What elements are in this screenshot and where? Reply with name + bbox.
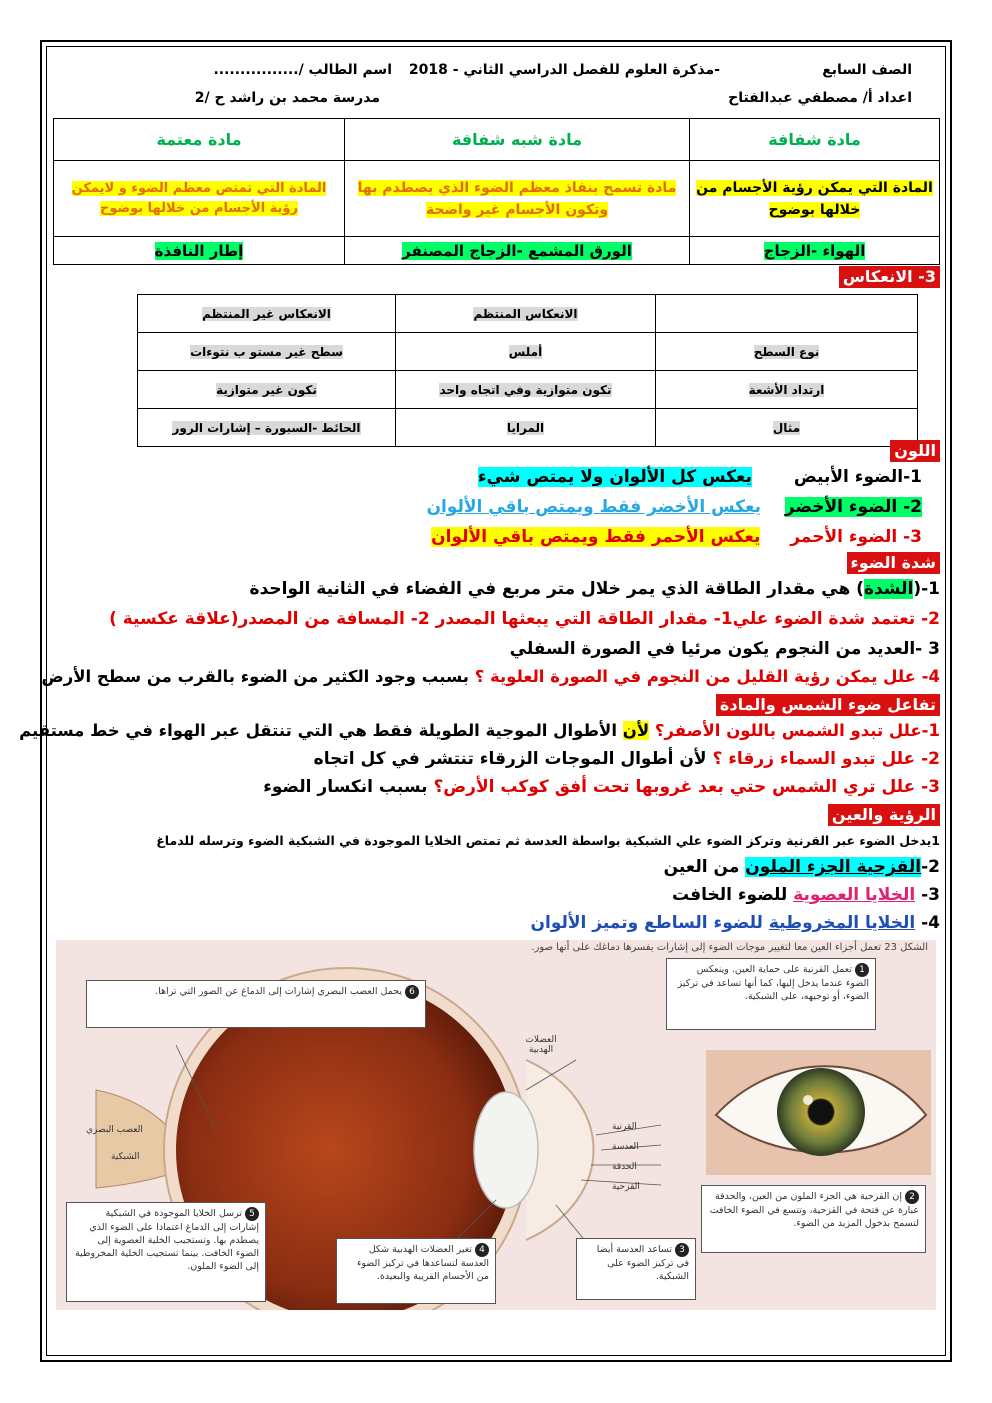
school-label: مدرسة محمد بن راشد ح /2	[194, 90, 380, 106]
eye-diagram	[56, 940, 936, 1310]
vision-line-3	[672, 882, 940, 908]
sun-line-1	[19, 718, 940, 744]
definition-opaque: المادة التي تمتص معظم الضوء و لايمكن رؤية الأجسام من خلالها بوضوح	[71, 180, 327, 216]
cone-cells-term: الخلايا المخروطية	[768, 913, 916, 933]
sun-answer-1: الأطوال الموجية الطويلة فقط هي التي تنتقل عبر الهواء في خط مستقيم	[19, 721, 623, 740]
col-regular: الانعكاس المنتظم	[473, 306, 578, 321]
example-transparent: الهواء -الزجاج	[763, 241, 866, 260]
intensity-line-1-end: ) هي مقدار الطاقة الذي يمر خلال متر مربع في الفضاء في الثانية الواحدة	[249, 579, 864, 599]
label-retina: الشبكية	[111, 1152, 140, 1162]
intensity-question: 4- علل يمكن رؤية القليل من النجوم في الصورة العلوية ؟	[474, 667, 940, 686]
callout-optic-nerve-text: يحمل العصب البصري إشارات إلى الدماغ عن الصور التي تراها.	[155, 986, 402, 997]
materials-table	[53, 118, 940, 265]
rod-cells-term: الخلايا العصوية	[793, 885, 916, 905]
label-cornea: القرنية	[612, 1122, 637, 1132]
callout-ciliary-text: تغير العضلات الهدبية شكل العدسة لتساعدها في تركيز الضوء من الأجسام القريبة والبعيدة.	[356, 1244, 489, 1282]
callout-cornea-text: تعمل القرنية على حماية العين. وينعكس الضوء عندما يدخل إليها، كما أنها تساعد في تركيز الضوء، أو توجيهه، على الشبكية.	[677, 964, 869, 1002]
row-label: مثال	[772, 420, 801, 435]
intensity-line-2: 2- تعتمد شدة الضوء علي1- مقدار الطاقة التي يبعثها المصدر 2- المسافة من المصدر(علاقة عكسية )	[109, 609, 940, 629]
col-irregular: الانعكاس غير المنتظم	[202, 306, 331, 321]
row-label: نوع السطح	[753, 344, 820, 359]
vision-line-4-end: للضوء الساطع وتميز الألوان	[530, 913, 769, 933]
worksheet-page	[19, 52, 940, 1352]
label-optic-nerve: العصب البصري	[86, 1125, 143, 1135]
callout-lens-text: تساعد العدسة أيضا في تركيز الضوء على الشبكية.	[596, 1244, 689, 1282]
green-light-label: 2- الضوء الأخضر	[784, 497, 922, 517]
worksheet-title: -مذكرة العلوم للفصل الدراسي الثاني - 2018	[408, 62, 720, 78]
header-translucent: مادة شبه شفافة	[345, 119, 690, 161]
vision-line-4-num: 4-	[915, 913, 940, 933]
sun-line-3	[263, 774, 940, 800]
example-opaque: إطار النافذة	[154, 241, 244, 260]
example-translucent: الورق المشمع -الزجاج المصنفر	[402, 241, 632, 260]
label-lens: العدسة	[612, 1142, 639, 1152]
callout-optic-nerve: 6يحمل العصب البصري إشارات إلى الدماغ عن الصور التي تراها.	[86, 980, 426, 1028]
intensity-answer: بسبب وجود الكثير من الضوء بالقرب من سطح الأرض	[41, 667, 475, 686]
sun-question-3: 3- علل تري الشمس حتي بعد غروبها تحت أفق كوكب الأرض؟	[433, 777, 940, 797]
row-label: ارتداد الأشعة	[748, 382, 825, 397]
sun-line-2	[314, 746, 940, 772]
definition-transparent: المادة التي يمكن رؤية الأجسام من خلالها بوضوح	[696, 179, 933, 218]
cell-regular: تكون متوازية وفي اتجاه واحد	[439, 382, 612, 397]
header-opaque: مادة معتمة	[54, 119, 345, 161]
sun-answer-2: لأن أطوال الموجات الزرقاء تنتشر في كل اتجاه	[313, 749, 713, 769]
grade-label: الصف السابع	[822, 62, 912, 78]
section-intensity: شدة الضوء	[847, 552, 940, 574]
callout-retina-text: ترسل الخلايا الموجودة في الشبكية إشارات إلى الدماغ اعتمادا على الضوء الذي يصطدم بها. وتستجيب الخلية العصوية إلى الضوء الخافت. بينما تستجيب الخلية المخروطية إلى الضوء الملون.	[74, 1208, 259, 1272]
intensity-line-1	[250, 576, 940, 602]
vision-line-4	[531, 910, 941, 936]
eye-photo-highlight	[803, 1095, 813, 1105]
label-ciliary: العضلات الهدبية	[525, 1035, 557, 1055]
vision-line-2	[664, 854, 940, 880]
sun-because-1: لأن	[622, 721, 650, 740]
vision-line-3-num: 3-	[915, 885, 940, 905]
red-light-label: 3- الضوء الأحمر	[790, 527, 922, 547]
section-color: اللون	[890, 440, 940, 462]
intensity-line-4	[42, 664, 940, 690]
intensity-term: الشدة	[863, 579, 914, 599]
sun-answer-3: بسبب انكسار الضوء	[263, 777, 434, 797]
cell-irregular: سطح غير مستو ب نتوءات	[190, 344, 343, 359]
sun-question-2: 2- علل تبدو السماء زرقاء ؟	[712, 749, 940, 769]
red-light-text: يعكس الأحمر فقط ويمتص باقي الألوان	[431, 527, 761, 547]
intensity-line-1-start: 1-(	[913, 579, 940, 599]
white-light-text: يعكس كل الألوان ولا يمتص شيء	[477, 467, 753, 487]
figure-caption: الشكل 23 تعمل أجزاء العين معا لتغيير موجات الضوء إلى إشارات يفسرها دماغك على أنها صور.	[531, 942, 928, 953]
eye-photo-iris	[777, 1068, 865, 1156]
intensity-line-3: 3 -العديد من النجوم يكون مرئيا في الصورة السفلي	[509, 639, 940, 659]
vision-line-2-num: 2-	[921, 857, 940, 877]
callout-retina: 5ترسل الخلايا الموجودة في الشبكية إشارات إلى الدماغ اعتمادا على الضوء الذي يصطدم بها. وتستجيب الخلية العصوية إلى الضوء الخافت. بينما تستجيب الخلية المخروطية إلى الضوء الملون.	[66, 1202, 266, 1302]
label-iris: القزحية	[612, 1182, 640, 1192]
white-light-label: 1-الضوء الأبيض	[793, 467, 922, 487]
iris-term: القزحية الجزء الملون	[745, 857, 922, 877]
green-light-text: يعكس الأخضر فقط ويمتص باقي الألوان	[426, 497, 762, 517]
cell-irregular: تكون غير متوازية	[216, 382, 317, 397]
vision-line-2-end: من العين	[663, 857, 746, 877]
section-reflection: 3- الانعكاس	[839, 266, 940, 288]
sun-question-1: 1-علل تبدو الشمس باللون الأصفر؟	[654, 721, 940, 740]
header-transparent: مادة شفافة	[690, 119, 940, 161]
callout-iris-text: إن القزحية هي الجزء الملون من العين، والحدقة عبارة عن فتحة في القزحية، وتتسع في الضوء الخافت لتسمح بدخول المزيد من الضوء.	[709, 1191, 919, 1229]
student-name-field: اسم الطالب /................	[213, 62, 392, 78]
color-line-2	[426, 494, 922, 520]
section-vision: الرؤية والعين	[828, 804, 940, 826]
author-label: اعداد أ/ مصطفي عبدالفتاح	[728, 90, 912, 106]
color-line-3	[431, 524, 922, 550]
callout-ciliary: 4تغير العضلات الهدبية شكل العدسة لتساعدها في تركيز الضوء من الأجسام القريبة والبعيدة.	[336, 1238, 496, 1304]
callout-iris: 2إن القزحية هي الجزء الملون من العين، والحدقة عبارة عن فتحة في القزحية، وتتسع في الضوء الخافت لتسمح بدخول المزيد من الضوء.	[701, 1185, 926, 1253]
cell-regular: المرايا	[506, 420, 545, 435]
reflection-table	[137, 294, 918, 447]
callout-lens: 3تساعد العدسة أيضا في تركيز الضوء على الشبكية.	[576, 1238, 696, 1300]
cell-regular: أملس	[508, 344, 543, 359]
lens-shape	[474, 1092, 538, 1208]
section-sunlight: تفاعل ضوء الشمس والمادة	[716, 694, 940, 716]
label-pupil: الحدقة	[612, 1162, 637, 1172]
definition-translucent: مادة تسمح بنفاذ معظم الضوء الذي يصطدم بها وتكون الأجسام غير واضحة	[357, 179, 677, 218]
color-line-1	[478, 464, 922, 490]
vision-line-1: 1يدخل الضوء عبر القرنية وتركز الضوء علي الشبكية بواسطة العدسة ثم تمتص الخلايا الموجودة في الشبكية الضوء وترسله للدماغ	[156, 833, 940, 848]
cell-irregular: الحائط -السبورة – إشارات الرور	[172, 420, 361, 435]
callout-cornea: 1تعمل القرنية على حماية العين. وينعكس الضوء عندما يدخل إليها، كما أنها تساعد في تركيز الضوء، أو توجيهه، على الشبكية.	[666, 958, 876, 1030]
vision-line-3-end: للضوء الخافت	[671, 885, 794, 905]
reflection-corner-cell	[656, 295, 918, 333]
